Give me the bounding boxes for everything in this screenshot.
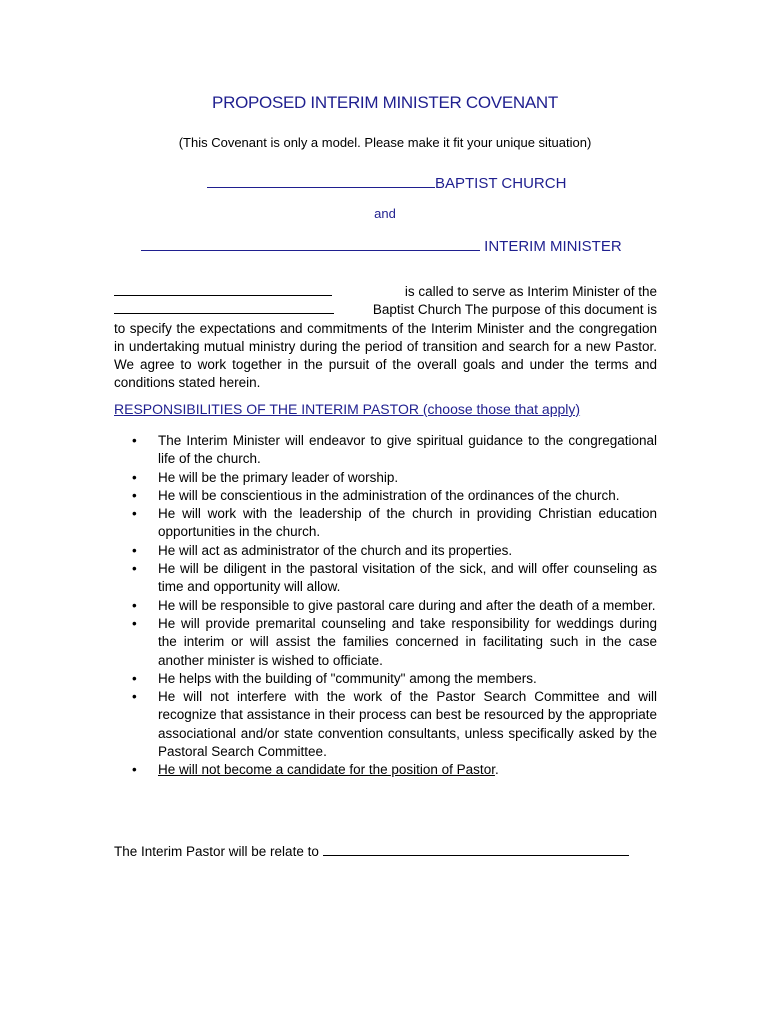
bullet-icon: • xyxy=(132,597,137,613)
list-item: • The Interim Minister will endeavor to give spiritual guidance to the congregational life of the church. xyxy=(132,433,657,467)
bullet-icon: • xyxy=(132,615,137,631)
document-subtitle: (This Covenant is only a model. Please make it fit your unique situation) xyxy=(178,135,592,150)
bullet-icon: • xyxy=(132,670,137,686)
list-item: • He will provide premarital counseling and take responsibility for weddings during the interim or will assist the families concerned in facilitating such in the case another minister is wished to officiate. xyxy=(132,615,657,668)
list-item: • He will not interfere with the work of the Pastor Search Committee and will recognize that assistance in their process can best be resourced by the appropriate associational and/or state convention consultants, unless specifically asked by the Pastoral Search Committee. xyxy=(132,689,657,760)
list-item: • He will be the primary leader of worship. xyxy=(114,469,657,487)
church-label: BAPTIST CHURCH xyxy=(435,175,567,192)
bullet-icon: • xyxy=(132,433,137,448)
responsibilities-list xyxy=(114,432,657,780)
document-title: PROPOSED INTERIM MINISTER COVENANT xyxy=(212,93,558,112)
relate-label: The Interim Pastor will be relate to xyxy=(114,844,323,859)
list-item: • He helps with the building of "community" among the members. xyxy=(114,670,657,688)
intro-line-2-text: Baptist Church The purpose of this document is xyxy=(372,302,657,318)
bullet-icon: • xyxy=(132,762,137,778)
church-blank[interactable] xyxy=(114,301,334,314)
and-label: and xyxy=(374,206,396,221)
bullet-icon: • xyxy=(132,689,137,705)
relate-blank[interactable] xyxy=(323,843,629,856)
intro-line-2 xyxy=(114,301,657,319)
list-item: • He will be responsible to give pastoral care during and after the death of a member. xyxy=(114,597,657,615)
bullet-icon: • xyxy=(132,542,137,558)
bullet-icon: • xyxy=(132,561,137,577)
bullet-icon: • xyxy=(132,469,137,485)
intro-line-1 xyxy=(114,283,657,301)
list-item: • He will be conscientious in the administration of the ordinances of the church. xyxy=(114,487,657,505)
relate-line xyxy=(114,843,629,859)
bullet-icon: • xyxy=(132,506,137,522)
church-name-line xyxy=(207,175,566,192)
bullet-icon: • xyxy=(132,487,137,503)
candidate-clause: He will not become a candidate for the position of Pastor xyxy=(158,762,495,778)
list-item: • He will work with the leadership of the church in providing Christian education opportunities in the church. xyxy=(132,506,657,540)
intro-paragraph xyxy=(114,283,657,393)
minister-blank[interactable] xyxy=(114,283,332,296)
minister-name-line xyxy=(141,238,622,255)
list-item-candidate: • He will not become a candidate for the position of Pastor. xyxy=(114,761,657,779)
list-item: • He will act as administrator of the church and its properties. xyxy=(114,542,657,560)
intro-line-1-text: is called to serve as Interim Minister of the xyxy=(404,284,657,299)
intro-rest: to specify the expectations and commitments of the Interim Minister and the congregation in undertaking mutual ministry during the period of transition and search for a new Pastor. We agree to work together in the pursuit of the overall goals and under the terms and conditions stated herein. xyxy=(114,320,657,391)
responsibilities-heading: RESPONSIBILITIES OF THE INTERIM PASTOR (choose those that apply) xyxy=(114,401,581,417)
list-item: • He will be diligent in the pastoral visitation of the sick, and will offer counseling as time and opportunity will allow. xyxy=(132,561,657,595)
minister-label: INTERIM MINISTER xyxy=(480,238,622,255)
minister-name-blank[interactable] xyxy=(141,238,480,251)
church-name-blank[interactable] xyxy=(207,175,435,188)
